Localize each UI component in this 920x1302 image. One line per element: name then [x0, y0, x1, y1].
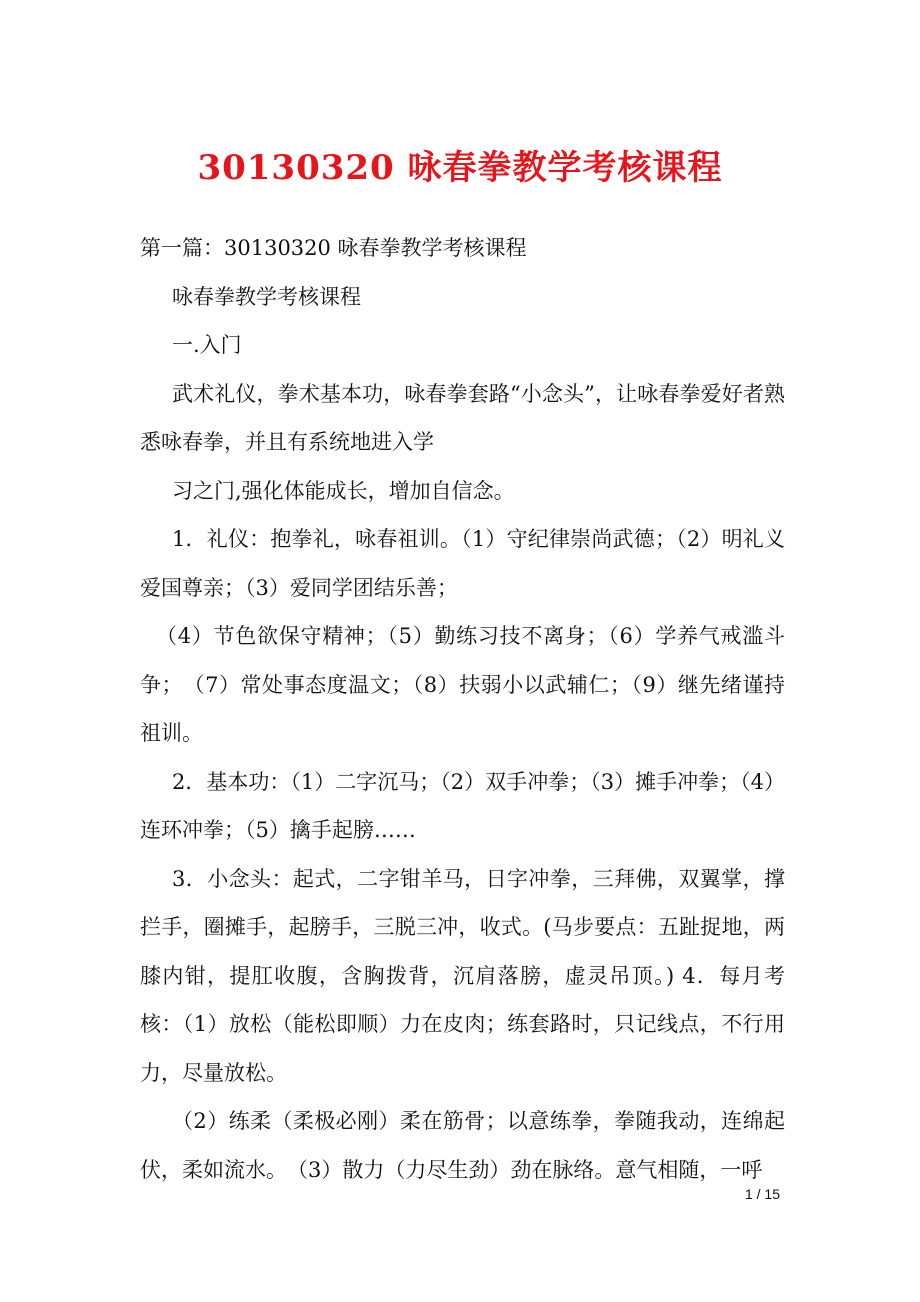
- paragraph-etiquette-continued: （4）节色欲保守精神；（5）勤练习技不离身；（6）学养气戒滥斗争； （7）常处事态度温文；（8）扶弱小以武辅仁；（9）继先绪谨持祖训。: [140, 624, 785, 745]
- paragraph-intro-text: 武术礼仪，拳术基本功，咏春拳套路“小念头”，让咏春拳爱好者熟悉咏春拳，并且有系统地进入学: [140, 381, 785, 454]
- document-body: [140, 224, 785, 1194]
- paragraph-etiquette: 1．礼仪：抱拳礼，咏春祖训。（1）守纪律崇尚武德；（2）明礼义爱国尊亲；（3）爱同学团结乐善；: [140, 527, 785, 600]
- paragraph-basics: 2．基本功：（1）二字沉马；（2）双手冲拳；（3）摊手冲拳；（4）连环冲拳；（5）擒手起膀……: [140, 769, 785, 842]
- page-number: 1 / 15: [744, 1186, 780, 1202]
- paragraph-subtitle: 咏春拳教学考核课程: [172, 284, 361, 309]
- document-title: 30130320 咏春拳教学考核课程: [197, 148, 723, 188]
- paragraph-intro-continued: 习之门,强化体能成长，增加自信念。: [172, 478, 515, 503]
- paragraph-intro-heading: 一.入门: [172, 333, 242, 357]
- paragraph-siu-nim-tau: 3．小念头：起式，二字钳羊马，日字冲拳，三拜佛，双翼掌，撑拦手，圈摊手，起膀手，三脱三冲，收式。(马步要点：五趾捉地，两膝内钳，提肛收腹，含胸拨背，沉肩落膀，虚灵吊顶。) 4．每月考核：（1）放松（能松即顺）力在皮肉；练套路时，只记线点，不行用力，尽量放松。: [140, 866, 785, 1085]
- paragraph-section-heading: 第一篇：30130320 咏春拳教学考核课程: [140, 236, 527, 260]
- paragraph-softness: （2）练柔（柔极必刚）柔在筋骨；以意练拳，拳随我动，连绵起伏，柔如流水。 （3）散力（力尽生劲）劲在脉络。意气相随，一呼: [140, 1109, 785, 1182]
